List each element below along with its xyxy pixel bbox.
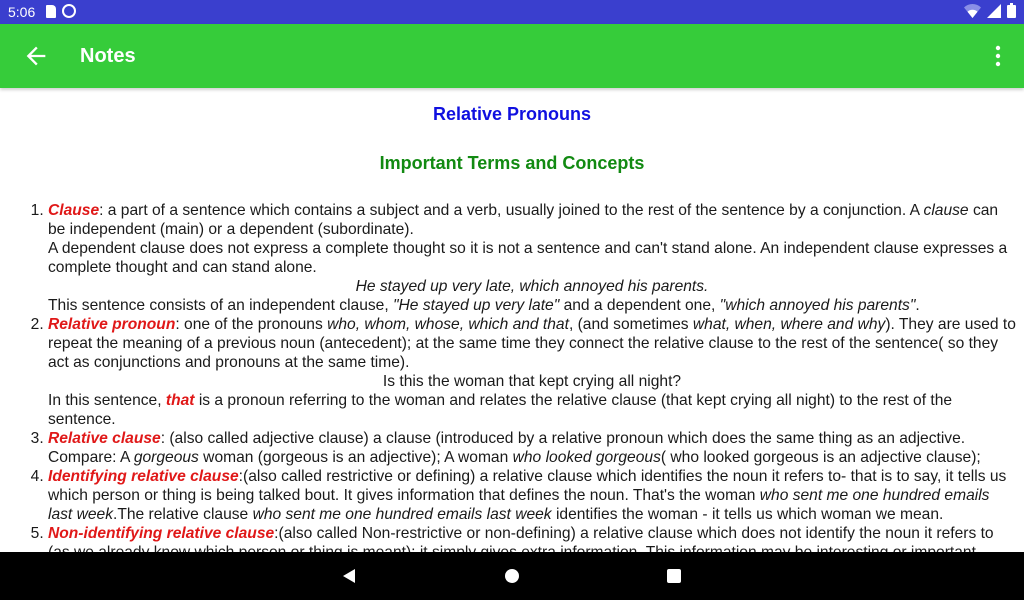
sync-icon [62, 4, 76, 18]
list-item-clause [48, 201, 1016, 315]
app-title: Notes [80, 45, 136, 67]
app-bar [0, 24, 1024, 88]
sd-card-icon [46, 5, 56, 18]
wifi-icon [964, 4, 981, 18]
term-detail: A dependent clause does not express a complete thought so it is not a sentence and can't stand alone. An independent clause expresses a complete thought and can stand alone. [48, 240, 1008, 276]
signal-icon [987, 4, 1001, 18]
term-definition: :(also called Non-restrictive or non-defining) a relative clause which does not identify the noun it refers to [274, 525, 994, 542]
page-title: Relative Pronouns [432, 104, 592, 124]
term-explanation: This sentence consists of an independent clause, "He stayed up very late" and a dependent one, "which annoyed his parents". [48, 297, 920, 314]
status-bar [0, 0, 1024, 24]
term-explanation: In this sentence, that is a pronoun referring to the woman and relates the relative clause (that kept crying all night) to the rest of the sentence. [48, 392, 953, 428]
example-sentence: Is this the woman that kept crying all night? [382, 373, 682, 390]
status-icons-left [46, 4, 76, 18]
term-label: Non-identifying relative clause [48, 525, 275, 542]
notes-content[interactable] [0, 88, 1024, 552]
status-time: 5:06 [8, 4, 36, 20]
term-label: Relative pronoun [48, 316, 176, 333]
example-sentence: He stayed up very late, which annoyed his parents. [355, 278, 709, 295]
list-item-identifying-relative-clause [48, 467, 1016, 524]
section-title: Important Terms and Concepts [379, 153, 645, 173]
term-definition: :(also called restrictive or defining) a relative clause which identifies the noun it refers to- that is to say, it tells us which person or thing is being talked bout. It gives information that defines the noun. That's the woman who sent me one hundred emails last week.The relative clause who sent me one hundred emails last week identifies the woman - it tells us which woman we mean. [48, 468, 1007, 523]
term-label: Clause [48, 202, 100, 219]
term-definition: : (also called adjective clause) a clause (introduced by a relative pronoun which does the same thing as an adjective. [160, 430, 966, 447]
navigation-bar [0, 552, 1024, 600]
term-definition: : a part of a sentence which contains a subject and a verb, usually joined to the rest of the sentence by a conjunction. A clause can be independent (main) or a dependent (subordinate). [48, 202, 999, 238]
list-item-relative-pronoun [48, 315, 1016, 429]
nav-home-icon[interactable] [505, 569, 519, 583]
term-label: Relative clause [48, 430, 161, 447]
list-item-relative-clause [48, 429, 1016, 467]
nav-back-icon[interactable] [341, 568, 357, 584]
term-definition: : one of the pronouns who, whom, whose, which and that, (and sometimes what, when, where and why). They are used to repeat the meaning of a previous noun (antecedent); at the same time they connect the relative clause to the rest of the sentence( so they act as conjunctions and pronouns at the same time). [48, 316, 1016, 371]
term-label: Identifying relative clause [48, 468, 239, 485]
battery-icon [1007, 3, 1016, 18]
arrow-back-icon[interactable] [22, 42, 50, 70]
terms-list [0, 201, 1024, 562]
status-icons-right [964, 3, 1016, 18]
nav-recents-icon[interactable] [667, 569, 681, 583]
more-vert-icon[interactable] [990, 42, 1006, 70]
term-detail: Compare: A gorgeous woman (gorgeous is an adjective); A woman who looked gorgeous( who looked gorgeous is an adjective clause); [48, 449, 981, 466]
